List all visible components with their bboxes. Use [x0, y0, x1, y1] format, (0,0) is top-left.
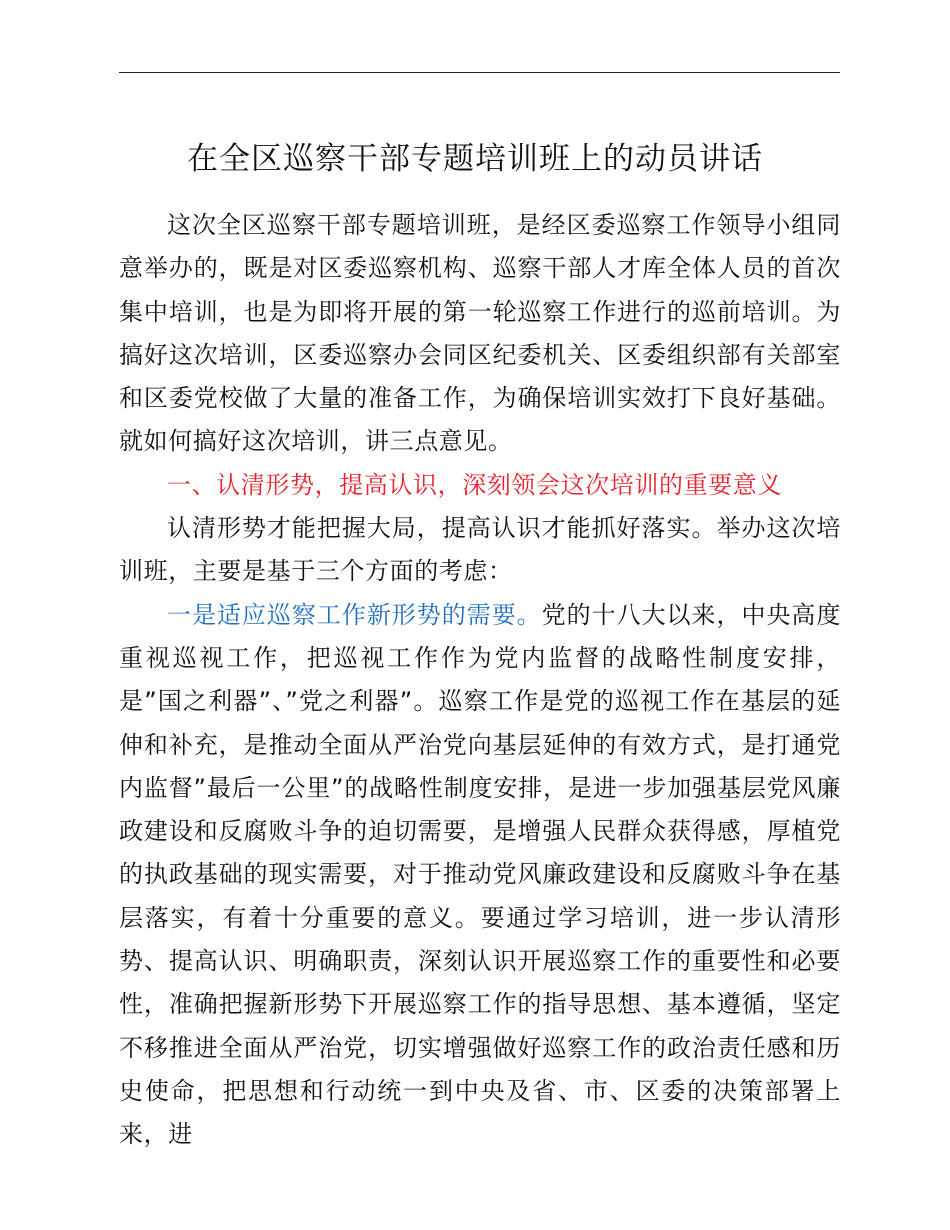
document-title: 在全区巡察干部专题培训班上的动员讲话 — [187, 141, 763, 177]
document-body — [119, 204, 841, 1157]
point-one-text: 党的十八大以来，中央高度重视巡视工作，把巡视工作作为党内监督的战略性制度安排，是”国之利器”、”党之利器”。巡察工作是党的巡视工作在基层的延伸和补充，是推动全面从严治党向基层延伸的有效方式，是打通党内监督”最后一公里”的战略性制度安排，是进一步加强基层党风廉政建设和反腐败斗争的迫切需要，是增强人民群众获得感，厚植党的执政基础的现实需要，对于推动党风廉政建设和反腐败斗争在基层落实，有着十分重要的意义。要通过学习培训，进一步认清形势、提高认识、明确职责，深刻认识开展巡察工作的重要性和必要性，准确把握新形势下开展巡察工作的指导思想、基本遵循，坚定不移推进全面从严治党，切实增强做好巡察工作的政治责任感和历史使命，把思想和行动统一到中央及省、市、区委的决策部署上来，进 — [119, 600, 842, 1149]
section-intro-text: 认清形势才能把握大局，提高认识才能抓好落实。举办这次培训班，主要是基于三个方面的考虑： — [119, 514, 841, 586]
section-heading — [119, 464, 841, 507]
point-one-lead: 一是适应巡察工作新形势的需要。 — [167, 600, 542, 629]
intro-paragraph — [119, 204, 841, 464]
intro-text: 这次全区巡察干部专题培训班，是经区委巡察工作领导小组同意举办的，既是对区委巡察机构、巡察干部人才库全体人员的首次集中培训，也是为即将开展的第一轮巡察工作进行的巡前培训。为搞好这次培训，区委巡察办会同区纪委机关、区委组织部有关部室和区委党校做了大量的准备工作，为确保培训实效打下良好基础。就如何搞好这次培训，讲三点意见。 — [119, 211, 841, 456]
point-one-paragraph — [119, 594, 841, 1157]
section-intro-paragraph — [119, 507, 841, 594]
header-rule — [119, 72, 840, 73]
section-heading-text: 一、认清形势，提高认识，深刻领会这次培训的重要意义 — [167, 470, 782, 499]
